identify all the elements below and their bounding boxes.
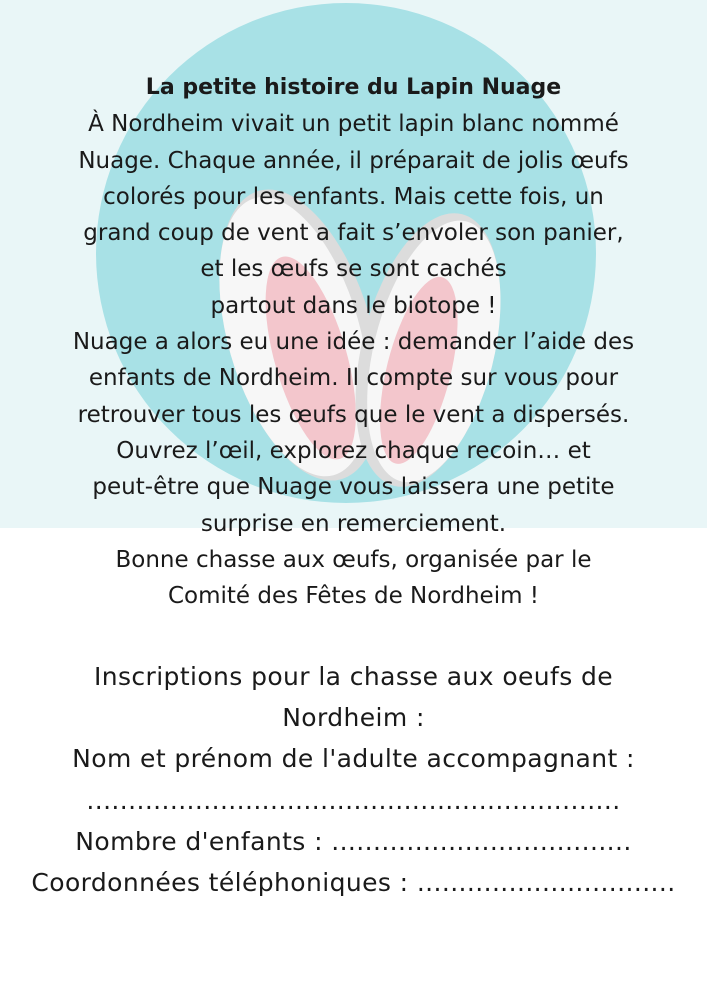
story-line: et les œufs se sont cachés — [200, 256, 507, 283]
story-line: surprise en remerciement. — [200, 510, 507, 537]
story-line: Nuage a alors eu une idée : demander l’aide des — [72, 329, 635, 356]
story-line: À Nordheim vivait un petit lapin blanc nommé — [88, 111, 619, 138]
story-line: grand coup de vent a fait s’envoler son panier, — [83, 220, 624, 247]
story-line: Bonne chasse aux œufs, organisée par le — [115, 546, 592, 573]
adult-name-field: ................................................................ — [86, 785, 621, 815]
story-block — [0, 70, 707, 614]
registration-form — [0, 656, 707, 903]
story-title: La petite histoire du Lapin Nuage — [145, 75, 562, 100]
story-line: colorés pour les enfants. Mais cette fois, un — [103, 183, 604, 210]
story-line: Ouvrez l’œil, explorez chaque recoin… et — [116, 437, 591, 464]
registration-heading: Inscriptions pour la chasse aux oeufs de — [93, 662, 614, 691]
story-line: Comité des Fêtes de Nordheim ! — [167, 583, 540, 610]
story-line: peut-être que Nuage vous laissera une petite — [92, 474, 615, 501]
registration-heading-town: Nordheim : — [282, 703, 425, 733]
story-line: Nuage. Chaque année, il préparait de jolis œufs — [78, 147, 629, 174]
children-count-field: Nombre d'enfants : .................................... — [75, 826, 632, 856]
story-line: retrouver tous les œufs que le vent a dispersés. — [77, 401, 630, 428]
phone-field: Coordonnées téléphoniques : ............................... — [31, 868, 676, 898]
story-line: enfants de Nordheim. Il compte sur vous pour — [88, 365, 619, 392]
adult-name-label: Nom et prénom de l'adulte accompagnant : — [72, 744, 635, 774]
story-line: partout dans le biotope ! — [210, 292, 497, 319]
